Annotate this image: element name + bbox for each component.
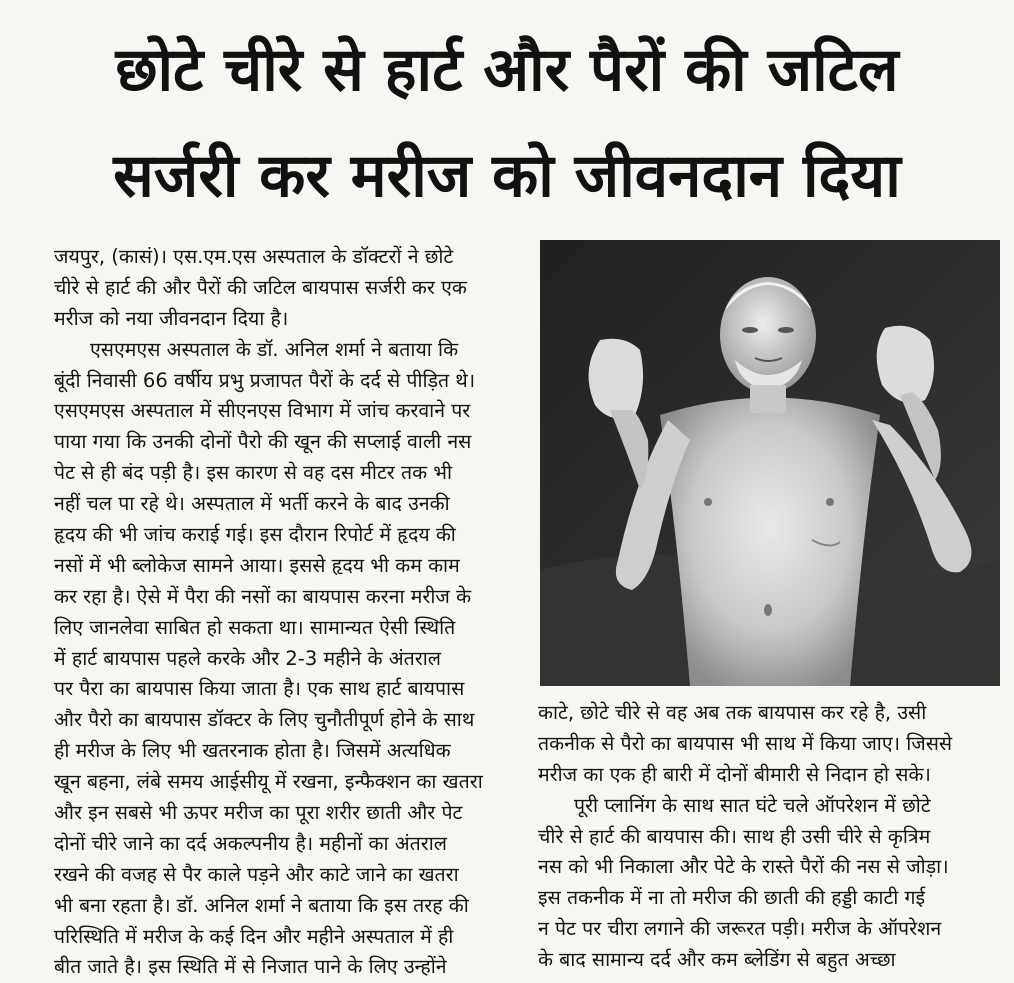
article-line: दोनों चीरे जाने का दर्द अकल्पनीय है। महीनों का अंतराल — [54, 831, 448, 855]
article-line: मरीज का एक ही बारी में दोनों बीमारी से निदान हो सके। — [538, 762, 931, 786]
article-line: नस को भी निकाला और पेटे के रास्ते पैरों की नस से जोड़ा। — [538, 855, 949, 879]
article-line: कर रहा है। ऐसे में पैरा की नसों का बायपास करना मरीज के — [54, 584, 472, 608]
article-line: लिए जानलेवा साबित हो सकता था। सामान्यत ऐसी स्थिति — [54, 615, 456, 639]
article-line: परिस्थिति में मरीज के कई दिन और महीने अस्पताल में ही — [54, 924, 454, 948]
article-line: जयपुर, (कासं)। एस.एम.एस अस्पताल के डॉक्टरों ने छोटे — [54, 245, 454, 268]
article-line: पाया गया कि उनकी दोनों पैरो की खून की सप्लाई वाली नस — [54, 430, 472, 454]
article-line: तकनीक से पैरो का बायपास भी साथ में किया जाए। जिससे — [538, 731, 953, 755]
article-line: काटे, छोटे चीरे से वह अब तक बायपास कर रहे है, उसी — [538, 701, 927, 724]
article-line: खून बहना, लंबे समय आईसीयू में रखना, इन्फैक्शन का खतरा — [54, 770, 483, 794]
article-line: में हार्ट बायपास पहले करके और 2-3 महीने के अंतराल — [54, 646, 441, 670]
headline-line-1: छोटे चीरे से हार्ट और पैरों की जटिल — [115, 35, 899, 105]
article-line: भी बना रहता है। डॉ. अनिल शर्मा ने बताया कि इस तरह की — [54, 893, 469, 917]
patient-photo — [540, 240, 1000, 686]
article-line: एसएमएस अस्पताल में सीएनएस विभाग में जांच करवाने पर — [54, 399, 471, 423]
article-line: पेट से ही बंद पड़ी है। इस कारण से वह दस मीटर तक भी — [54, 461, 453, 485]
article-line: रखने की वजह से पैर काले पड़ने और काटे जाने का खतरा — [54, 862, 459, 886]
article-line: बूंदी निवासी 66 वर्षीय प्रभु प्रजापत पैरों के दर्द से पीड़ित थे। — [54, 368, 476, 392]
article-line: पूरी प्लानिंग के साथ सात घंटे चले ऑपरेशन में छोटे — [574, 793, 931, 817]
article-line: एसएमएस अस्पताल के डॉ. अनिल शर्मा ने बताया कि — [90, 337, 459, 361]
article-line: पर पैरा का बायपास किया जाता है। एक साथ हार्ट बायपास — [54, 677, 465, 701]
article-line: नहीं चल पा रहे थे। अस्पताल में भर्ती करने के बाद उनकी — [54, 492, 450, 516]
article-line: चीरे से हार्ट की और पैरों की जटिल बायपास सर्जरी कर एक — [54, 275, 467, 299]
headline-line-2: सर्जरी कर मरीज को जीवनदान दिया — [113, 141, 901, 211]
article-line: मरीज को नया जीवनदान दिया है। — [54, 306, 289, 330]
patient-photo-illustration — [540, 240, 1000, 686]
article-column-right — [538, 698, 1000, 976]
article-line: और पैरो का बायपास डॉक्टर के लिए चुनौतीपूर्ण होने के साथ — [54, 708, 475, 732]
article-line: के बाद सामान्य दर्द और कम ब्लेडिंग से बहुत अच्छा — [538, 948, 896, 972]
article-line: बीत जाते है। इस स्थिति में से निजात पाने के लिए उन्होंने — [54, 955, 447, 979]
article-line: इस तकनीक में ना तो मरीज की छाती की हड्डी काटी गई — [538, 886, 926, 910]
article-line: चीरे से हार्ट की बायपास की। साथ ही उसी चीरे से कृत्रिम — [538, 824, 931, 848]
article-column-left — [54, 242, 522, 983]
article-line: न पेट पर चीरा लगाने की जरूरत पड़ी। मरीज के ऑपरेशन — [538, 917, 942, 941]
article-line: हृदय की भी जांच कराई गई। इस दौरान रिपोर्ट में हृदय की — [54, 523, 456, 547]
article-line: नसों में भी ब्लोकेज सामने आया। इससे हृदय भी कम काम — [54, 553, 460, 577]
article-line: ही मरीज के लिए भी खतरनाक होता है। जिसमें अत्यधिक — [54, 739, 451, 763]
article-line: और इन सबसे भी ऊपर मरीज का पूरा शरीर छाती और पेट — [54, 801, 463, 825]
